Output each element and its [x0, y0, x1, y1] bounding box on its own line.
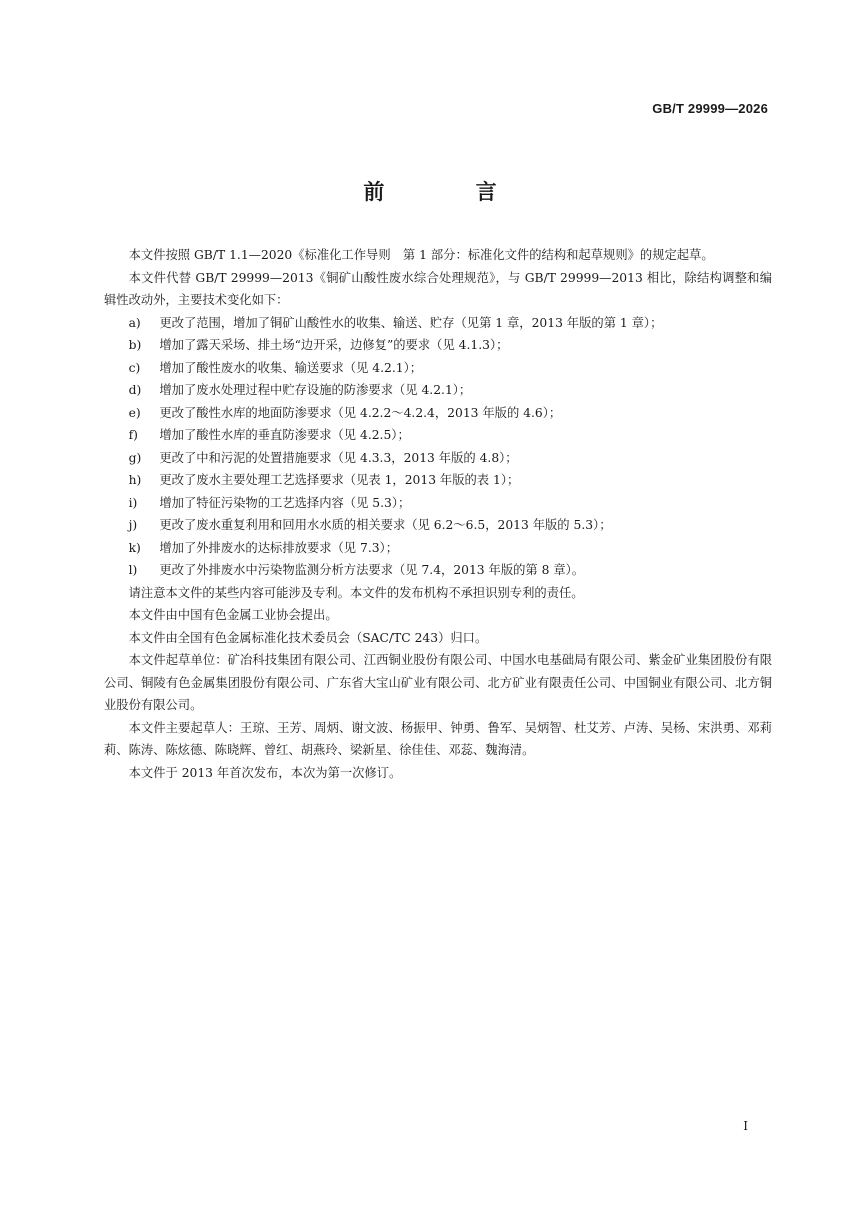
list-text: 更改了外排废水中污染物监测分析方法要求（见 7.4，2013 年版的第 8 章）。 [159, 563, 585, 577]
paragraph-replacement: 本文件代替 GB/T 29999—2013《铜矿山酸性废水综合处理规范》，与 GB/T 29999—2013 相比，除结构调整和编辑性改动外，主要技术变化如下： [104, 270, 772, 307]
list-text: 增加了露天采场、排土场“边开采，边修复”的要求（见 4.1.3）； [159, 338, 509, 352]
list-marker: e) [128, 405, 141, 420]
paragraph-patent-notice: 请注意本文件的某些内容可能涉及专利。本文件的发布机构不承担识别专利的责任。 [128, 585, 584, 600]
list-item [104, 447, 772, 470]
list-item [104, 357, 772, 380]
list-marker: f) [128, 428, 138, 442]
list-item [104, 514, 772, 537]
list-item [104, 469, 772, 492]
paragraph-committee: 本文件由全国有色金属标准化技术委员会（SAC/TC 243）归口。 [128, 630, 488, 645]
list-text: 更改了中和污泥的处置措施要求（见 4.3.3，2013 年版的 4.8）； [159, 450, 518, 465]
list-item [104, 402, 772, 425]
list-item [104, 424, 772, 447]
paragraph-publication-history: 本文件于 2013 年首次发布，本次为第一次修订。 [128, 765, 402, 780]
standard-code: GB/T 29999—2026 [652, 101, 768, 116]
list-text: 增加了特征污染物的工艺选择内容（见 5.3）； [159, 495, 411, 510]
list-marker: b) [128, 338, 142, 352]
list-marker: h) [128, 473, 142, 487]
list-marker: j) [128, 518, 138, 532]
list-marker: a) [128, 315, 141, 330]
page-number: I [743, 1119, 748, 1133]
list-text: 更改了范围，增加了铜矿山酸性水的收集、输送、贮存（见第 1 章，2013 年版的第 1 章）； [159, 315, 663, 330]
list-text: 更改了酸性水库的地面防渗要求（见 4.2.2～4.2.4，2013 年版的 4.6）； [159, 405, 562, 420]
technical-changes-list [104, 312, 772, 582]
list-text: 更改了废水重复利用和回用水水质的相关要求（见 6.2～6.5，2013 年版的 5.3）； [159, 518, 612, 532]
page-title: 前 言 [363, 180, 539, 204]
list-text: 增加了废水处理过程中贮存设施的防渗要求（见 4.2.1）； [159, 383, 472, 397]
list-marker: c) [128, 360, 141, 375]
list-item [104, 312, 772, 335]
list-item [104, 334, 772, 357]
list-text: 增加了酸性废水的收集、输送要求（见 4.2.1）； [159, 360, 423, 375]
list-text: 增加了酸性水库的垂直防渗要求（见 4.2.5）； [159, 428, 410, 442]
paragraph-proposer: 本文件由中国有色金属工业协会提出。 [128, 608, 338, 622]
paragraph-drafters: 本文件主要起草人：王琼、王芳、周炳、谢文波、杨振甲、钟勇、鲁军、吴炳智、杜艾芳、卢涛、吴杨、宋洪勇、邓莉莉、陈涛、陈炫德、陈晓辉、曾红、胡燕玲、梁新星、徐佳佳、邓蕊、魏海清。 [104, 720, 772, 757]
list-item [104, 379, 772, 402]
list-text: 增加了外排废水的达标排放要求（见 7.3）； [159, 540, 399, 555]
paragraph-drafting-rules: 本文件按照 GB/T 1.1—2020《标准化工作导则 第 1 部分：标准化文件的结构和起草规则》的规定起草。 [128, 248, 714, 262]
paragraph-drafting-units: 本文件起草单位：矿冶科技集团有限公司、江西铜业股份有限公司、中国水电基础局有限公司、紫金矿业集团股份有限公司、铜陵有色金属集团股份有限公司、广东省大宝山矿业有限公司、北方矿业有限责任公司、中国铜业有限公司、北方铜业股份有限公司。 [104, 653, 772, 712]
list-item [104, 559, 772, 582]
list-text: 更改了废水主要处理工艺选择要求（见表 1，2013 年版的表 1）； [159, 473, 520, 487]
list-marker: d) [128, 383, 142, 397]
list-marker: l) [128, 563, 138, 577]
foreword-body [104, 244, 772, 784]
list-marker: g) [128, 450, 142, 465]
list-item [104, 492, 772, 515]
list-marker: k) [128, 540, 141, 555]
list-item [104, 537, 772, 560]
list-marker: i) [128, 495, 138, 510]
